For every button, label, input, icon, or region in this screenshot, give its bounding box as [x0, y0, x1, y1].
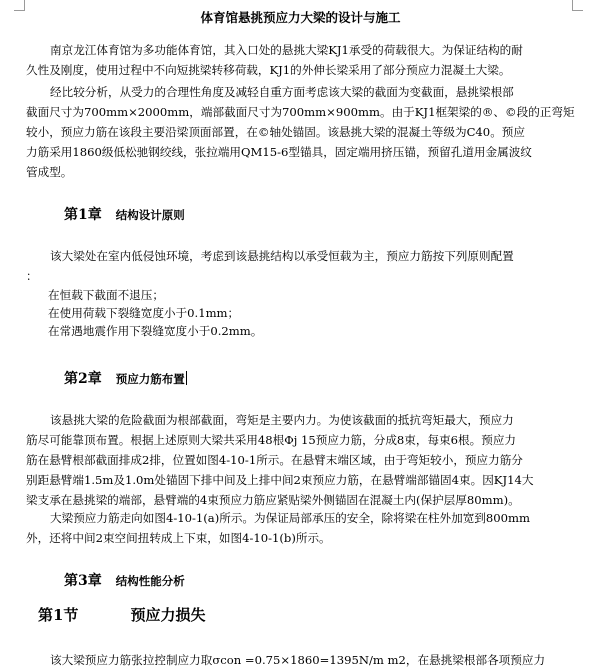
list-item: 在常遇地震作用下裂缝宽度小于0.2mm。 [48, 324, 263, 338]
section-label: 第1节 [38, 606, 79, 624]
chapter-title: 预应力筋布置 [115, 372, 185, 386]
tendon-route-paragraph: 大梁预应力筋走向如图4-10-1(a)所示。为保证局部承压的安全，除将梁在柱外加宽到800mm 外，还将中间2束空间扭转成上下束，如图4-10-1(b)所示。 [26, 511, 531, 545]
chapter-title: 结构设计原则 [115, 208, 185, 222]
chapter-heading [64, 570, 185, 590]
intro-paragraph: 南京龙江体育馆为多功能体育馆，其入口处的悬挑大梁KJ1承受的荷载很大。为保证结构的耐 久性及刚度，使用过程中不向短挑梁转移荷载，KJ1的外伸长梁采用了部分预应力混凝土大梁。 [26, 43, 523, 77]
chapter-heading [64, 204, 185, 224]
chapter-label: 第3章 [64, 573, 102, 589]
list-item: 在恒载下截面不退压； [48, 288, 164, 302]
list-item: 在使用荷载下裂缝宽度小于0.1mm； [48, 306, 240, 320]
prestress-loss-paragraph: 该大梁预应力筋张拉控制应力取σcon =0.75×1860=1395N/m m2，在悬挑梁根部各项预应力 [50, 653, 546, 667]
chapter-label: 第1章 [64, 207, 102, 223]
principle-list [48, 286, 262, 340]
section-title: 预应力损失 [130, 606, 206, 624]
chapter-title: 结构性能分析 [115, 574, 185, 588]
document-title: 体育馆悬挑预应力大梁的设计与施工 [200, 10, 401, 25]
analysis-paragraph: 经比较分析，从受力的合理性角度及减轻自重方面考虑该大梁的截面为变截面，悬挑梁根部 截面尺寸为700mm×2000mm，端部截面尺寸为700mm×900mm。由于KJ1框架梁的®、©段的正弯矩 较小，预应力筋在该段主要沿梁顶面部置，在©轴处锚固。该悬挑大梁的混凝土等级为C40。预应 力筋采用1860级低松驰钢绞线，张拉端用QM15-6型锚具，固定端用挤压锚，预留孔道用金属波纹 管成型。 [26, 85, 575, 179]
text-cursor [186, 371, 187, 385]
chapter-heading [64, 368, 187, 388]
chapter-label: 第2章 [64, 371, 102, 387]
design-principle-paragraph: 该大梁处在室内低侵蚀环境，考虑到该悬挑结构以承受恒载为主，预应力筋按下列原则配置 ： [26, 249, 514, 283]
section-heading [38, 604, 205, 625]
tendon-layout-paragraph: 该悬挑大梁的危险截面为根部截面，弯矩是主要内力。为使该截面的抵抗弯矩最大，预应力 筋尽可能靠顶布置。根据上述原则大梁共采用48根Φj 15预应力筋，分成8束，每束6根。预应力 筋在悬臂根部截面排成2排，位置如图4-10-1所示。在悬臂末端区域，由于弯矩较小，预应力筋分 别距悬臂端1.5m及1.0m处锚固下排中间及上排中间2束预应力筋，在悬臂端部锚固4束。因KJ14大 梁支承在悬挑梁的端部，悬臂端的4束预应力筋应紧贴梁外侧锚固在混凝土内(保护层厚80mm)。 [26, 413, 534, 507]
